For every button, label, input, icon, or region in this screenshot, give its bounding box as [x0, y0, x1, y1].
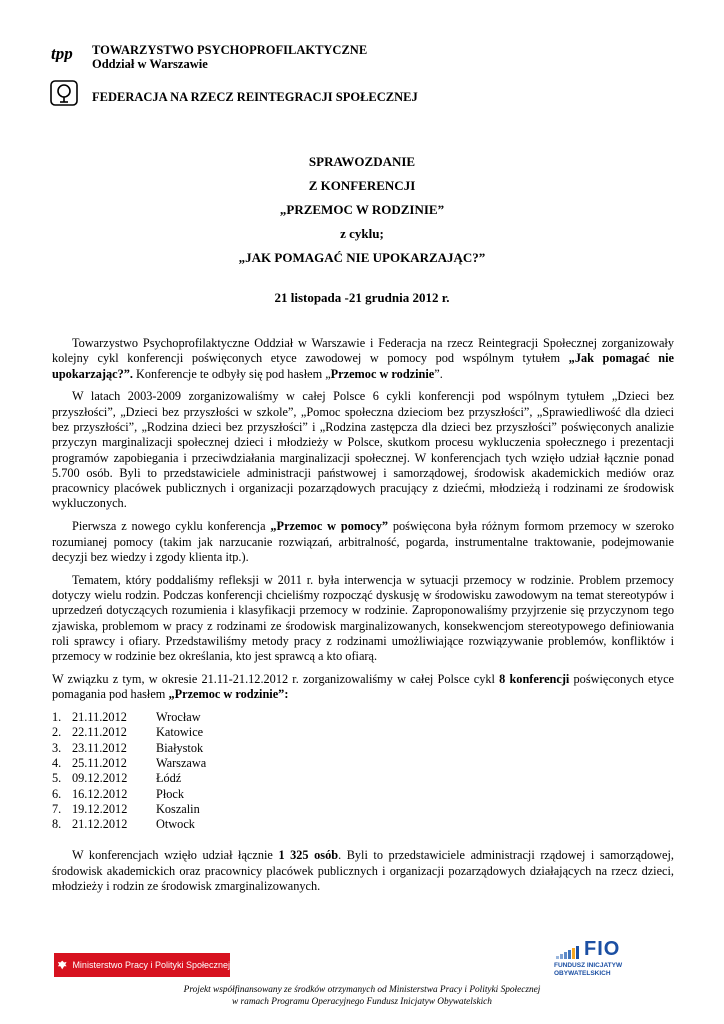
- item-date: 09.12.2012: [72, 771, 128, 786]
- list-item: [52, 756, 674, 771]
- p1-bold-motto: Przemoc w rodzinie: [330, 366, 435, 381]
- p5-bold-motto: „Przemoc w rodzinie”:: [168, 687, 289, 702]
- list-item: [52, 787, 674, 802]
- tpp-branch: Oddział w Warszawie: [92, 57, 208, 71]
- p1-text-2: Konferencje te odbyły się pod hasłem „: [132, 366, 331, 381]
- federation-logo: [50, 80, 78, 106]
- item-city: Płock: [156, 786, 185, 801]
- report-title: [0, 150, 724, 270]
- item-number: 2.: [52, 725, 62, 740]
- item-date: 22.11.2012: [72, 725, 127, 740]
- p1-text-3: ”.: [434, 366, 443, 381]
- title-line-4: z cyklu;: [340, 226, 384, 241]
- item-number: 6.: [52, 786, 62, 801]
- title-line-2: Z KONFERENCJI: [308, 178, 416, 193]
- item-number: 7.: [52, 801, 62, 816]
- ministry-name: Ministerstwo Pracy i Polityki Społecznej: [72, 960, 230, 970]
- p3-text-2: poświęcona była różnym formom przemocy w szeroko rozumianej pomocy (takim jak narzucanie rozwiązań, arbitralność, pogarda, instrumentalne traktowanie, podejmowanie decyzji bez wiedzy i zgody klienta itp.).: [52, 519, 674, 564]
- item-date: 21.11.2012: [72, 710, 127, 725]
- paragraph-3: [52, 519, 674, 565]
- title-line-5: „JAK POMAGAĆ NIE UPOKARZAJĄC?”: [238, 250, 486, 265]
- tpp-name: TOWARZYSTWO PSYCHOPROFILAKTYCZNE: [92, 43, 368, 57]
- fio-subtitle: FUNDUSZ INICJATYW OBYWATELSKICH: [554, 962, 623, 977]
- item-city: Białystok: [156, 740, 204, 755]
- list-item: [52, 771, 674, 786]
- list-item: [52, 817, 674, 832]
- svg-text:tpp: tpp: [51, 44, 73, 62]
- item-date: 23.11.2012: [72, 740, 127, 755]
- funding-note-line-1: Projekt współfinansowany ze środków otrzymanych od Ministerstwa Pracy i Polityki Społecznej: [183, 985, 541, 995]
- p3-bold: „Przemoc w pomocy”: [270, 519, 389, 534]
- item-number: 3.: [52, 740, 62, 755]
- item-city: Katowice: [156, 725, 204, 740]
- p1-bold-title: „Jak pomagać nie upokarzając?”.: [52, 351, 675, 381]
- p6-bold-count: 1 325 osób: [278, 848, 339, 863]
- eagle-icon: [56, 955, 68, 975]
- funding-note: [0, 984, 724, 1008]
- list-item: [52, 710, 674, 725]
- paragraph-4: Tematem, który poddaliśmy refleksji w 2011 r. była interwencja w sytuacji przemocy w rodzinie. Problem przemocy dotyczy wielu rodzin. Podczas konferencji chcieliśmy rozpocząć dyskusję w środowisku zawodowym na temat stereotypów i uprzedzeń dotyczących rozumienia i klasyfikacji przemocy w rodzinie. Zaproponowaliśmy przyjrzenie się przyczynom tego zjawiska, problemom w pracy z rodzinami ze środowisk marginalizowanych, konsekwencjom stereotypowego definiowania roli sprawcy i ofiary. Przedstawiliśmy metody pracy z rodzinami umożliwiające rozwiązywanie problemów, konfliktów i przemocy w rodzinie bez określania, kto jest sprawcą a kto ofiarą.: [52, 572, 674, 664]
- list-item: [52, 802, 674, 817]
- p5-text-2: poświęconych etyce pomagania pod hasłem: [52, 671, 675, 702]
- tpp-logo: [50, 44, 82, 62]
- item-city: Warszawa: [156, 755, 207, 770]
- report-dates: 21 listopada -21 grudnia 2012 r.: [274, 290, 450, 305]
- ministry-logo: [54, 953, 230, 977]
- tpp-heading: [92, 43, 367, 71]
- item-city: Wrocław: [156, 710, 201, 725]
- p5-text: W związku z tym, w okresie 21.11-21.12.2012 r. zorganizowaliśmy w całej Polsce cykl: [52, 671, 500, 686]
- paragraph-1: [52, 336, 674, 382]
- paragraph-2: W latach 2003-2009 zorganizowaliśmy w całej Polsce 6 cykli konferencji pod wspólnym tytułem „Dzieci bez przyszłości”, „Dzieci bez przyszłości w szkole”, „Pomoc społeczna dzieciom bez przyszłości”, „Sprawiedliwość dla dzieci bez przyszłości”, „Rodzina dzieci bez przyszłości” i „Rodzina zastępcza dla dzieci bez przyszłości” poświęconych analizie przyczyn marginalizacji społecznej dzieci i młodzieży w Polsce, skutkom procesu wykluczenia społecznego i prezentacji programów zapobiegania i przeciwdziałania marginalizacji społecznej. W konferencjach tych wzięło udział łącznie ponad 5.700 osób. Byli to przedstawiciele administracji państwowej i samorządowej, środowisk akademickich mediów oraz pracownicy placówek publicznych i organizacji pozarządowych pracujący z dziećmi, młodzieżą i rodzinami ze środowisk wykluczonych.: [52, 389, 674, 511]
- item-number: 8.: [52, 817, 62, 832]
- item-city: Koszalin: [156, 801, 200, 816]
- title-line-1: SPRAWOZDANIE: [308, 154, 416, 169]
- conference-list: [52, 710, 674, 832]
- item-number: 5.: [52, 771, 62, 786]
- item-number: 1.: [52, 710, 62, 725]
- item-date: 16.12.2012: [72, 786, 128, 801]
- fio-logo: [554, 938, 674, 978]
- p6-text-2: . Byli to przedstawiciele administracji rządowej i samorządowej, środowisk akademickich oraz pracownicy placówek publicznych i organizacji pozarządowych działających na rzecz dzieci, młodzieży i rodzin ze środowisk zmarginalizowanych.: [52, 848, 674, 893]
- paragraph-5: [52, 672, 674, 703]
- item-date: 21.12.2012: [72, 817, 128, 832]
- item-number: 4.: [52, 755, 62, 770]
- fio-wordmark: FIO: [584, 938, 621, 960]
- funding-note-line-2: w ramach Programu Operacyjnego Fundusz Inicjatyw Obywatelskich: [232, 997, 492, 1007]
- item-date: 25.11.2012: [72, 755, 127, 770]
- item-city: Otwock: [156, 817, 195, 832]
- item-city: Łódź: [156, 771, 182, 786]
- title-line-3: „PRZEMOC W RODZINIE”: [279, 202, 445, 217]
- p3-text: Pierwsza z nowego cyklu konferencja: [72, 519, 271, 534]
- federation-name: FEDERACJA NA RZECZ REINTEGRACJI SPOŁECZNEJ: [92, 90, 418, 104]
- report-body: [52, 336, 674, 902]
- item-date: 19.12.2012: [72, 801, 128, 816]
- paragraph-6: [52, 848, 674, 894]
- p5-bold-count: 8 konferencji: [499, 671, 570, 686]
- list-item: [52, 725, 674, 740]
- fio-dots-icon: [556, 942, 584, 962]
- p6-text: W konferencjach wzięło udział łącznie: [72, 848, 279, 863]
- p1-text: Towarzystwo Psychoprofilaktyczne Oddział w Warszawie i Federacja na rzecz Reintegracji Społecznej zorganizowały kolejny cykl konferencji poświęconych etyce zawodowej w pomocy pod wspólnym tytułem: [52, 336, 674, 366]
- list-item: [52, 741, 674, 756]
